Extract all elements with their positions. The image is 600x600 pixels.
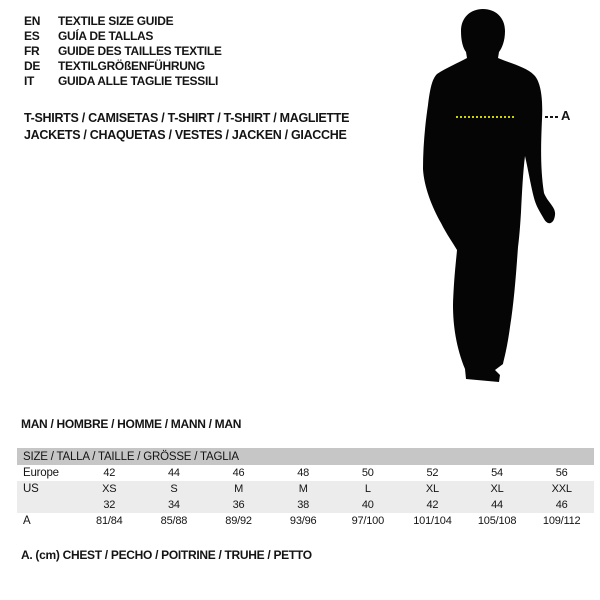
table-cell: 81/84 (96, 515, 123, 527)
size-table-header-row (17, 448, 594, 465)
table-cell: 93/96 (289, 515, 317, 527)
measure-label-a: A (561, 108, 571, 123)
language-row (24, 29, 222, 44)
table-cell: 50 (361, 467, 374, 479)
table-cell: 109/112 (542, 515, 581, 527)
language-row (24, 44, 222, 59)
table-cell: 85/88 (160, 515, 188, 527)
category-tshirts: T-SHIRTS / CAMISETAS / T-SHIRT / T-SHIRT / MAGLIETTE (24, 111, 350, 125)
section-title-man: MAN / HOMBRE / HOMME / MANN / MAN (21, 417, 242, 431)
row-label: A (23, 515, 31, 527)
language-title: GUIDE DES TAILLES TEXTILE (58, 44, 222, 58)
table-cell: 46 (529, 497, 594, 513)
measure-pointer-line (545, 116, 559, 118)
table-cell: 40 (336, 497, 401, 513)
table-cell: 54 (491, 467, 503, 479)
row-label: Europe (23, 467, 59, 479)
row-label (17, 497, 77, 513)
language-list (24, 14, 222, 89)
table-cell: 48 (297, 467, 310, 479)
table-cell: XL (465, 481, 530, 497)
language-row (24, 59, 222, 74)
language-title: TEXTILGRÖßENFÜHRUNG (58, 59, 205, 73)
table-cell: S (142, 481, 207, 497)
table-cell: 42 (103, 467, 116, 479)
table-cell: 89/92 (225, 515, 252, 527)
table-cell: 44 (465, 497, 530, 513)
language-code: DE (24, 59, 41, 73)
table-row-us-numeric (17, 497, 594, 513)
table-row-europe (17, 465, 594, 481)
table-cell: 101/104 (413, 515, 452, 527)
table-row-chest (17, 513, 594, 529)
table-cell: XS (77, 481, 142, 497)
language-title: GUIDA ALLE TAGLIE TESSILI (58, 74, 219, 88)
table-cell: 38 (271, 497, 336, 513)
language-row (24, 74, 222, 89)
table-cell: 46 (232, 467, 245, 479)
table-row-us (17, 481, 594, 497)
table-cell: 42 (400, 497, 465, 513)
measurement-footnote: A. (cm) CHEST / PECHO / POITRINE / TRUHE / PETTO (21, 548, 312, 562)
table-cell: XXL (529, 481, 594, 497)
size-table-header: SIZE / TALLA / TAILLE / GRÖSSE / TAGLIA (17, 448, 594, 465)
language-code: ES (24, 29, 40, 43)
language-code: FR (24, 44, 40, 58)
table-cell: XL (400, 481, 465, 497)
table-cell: 97/100 (351, 515, 385, 527)
language-title: TEXTILE SIZE GUIDE (58, 14, 174, 28)
language-title: GUÍA DE TALLAS (58, 29, 154, 43)
table-cell: M (206, 481, 271, 497)
category-jackets: JACKETS / CHAQUETAS / VESTES / JACKEN / GIACCHE (24, 128, 347, 142)
category-list (24, 110, 349, 144)
man-silhouette (422, 7, 562, 387)
table-cell: L (336, 481, 401, 497)
language-code: EN (24, 14, 41, 28)
chest-measure-line (456, 116, 516, 118)
table-cell: 105/108 (477, 515, 517, 527)
table-cell: 36 (206, 497, 271, 513)
table-cell: 44 (168, 467, 180, 479)
table-cell: M (271, 481, 336, 497)
language-row (24, 14, 222, 29)
table-cell: 34 (142, 497, 207, 513)
language-code: IT (24, 74, 35, 88)
man-silhouette-drawing (422, 7, 562, 387)
row-label: US (17, 481, 77, 497)
size-table (17, 448, 594, 529)
table-cell: 52 (426, 467, 439, 479)
table-cell: 32 (77, 497, 142, 513)
table-cell: 56 (555, 467, 568, 479)
